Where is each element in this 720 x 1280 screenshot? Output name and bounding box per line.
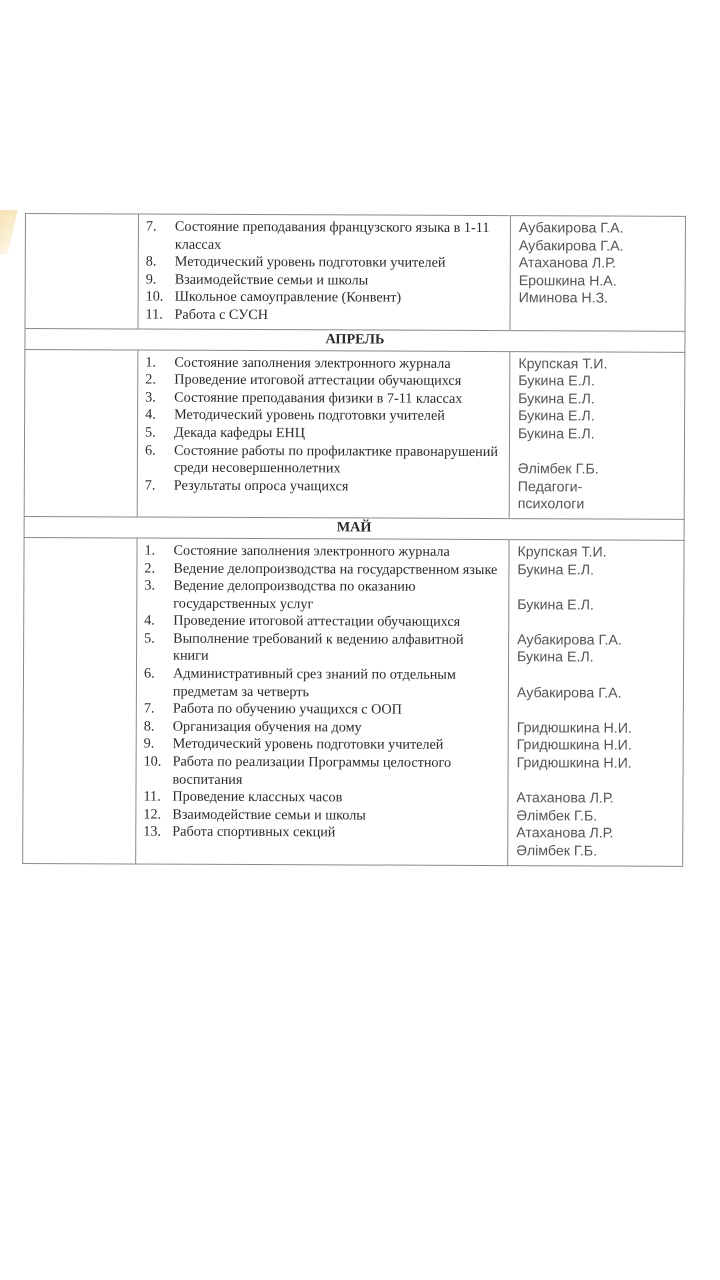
item-number: 8. (145, 253, 157, 270)
list-item (139, 218, 504, 255)
responsible-list (518, 356, 681, 515)
responsible-cell (510, 216, 685, 331)
list-item (136, 824, 501, 843)
responsible-name: Крупская Т.И. (517, 544, 607, 561)
document-page (22, 213, 685, 866)
item-text: Взаимодействие семьи и школы (174, 271, 369, 289)
list-item (137, 718, 502, 737)
spacer (517, 702, 679, 720)
item-number: 10. (145, 288, 164, 305)
month-header-row (24, 516, 684, 540)
item-number: 11. (145, 306, 163, 323)
item-text: Ведение делопроизводства на государственном языке (173, 560, 498, 578)
item-number: 2. (145, 371, 156, 388)
list-item (137, 736, 502, 755)
item-number: 9. (143, 735, 155, 753)
item-number: 4. (144, 612, 155, 629)
responsible-name: Атаханова Л.Р. (516, 825, 614, 842)
items-cell (136, 538, 509, 865)
list-item (136, 754, 501, 791)
empty-date-cell (23, 537, 137, 863)
list-item (137, 701, 502, 720)
responsible-cell (508, 540, 684, 866)
responsible-name: психологи (517, 496, 585, 513)
item-number: 1. (145, 354, 157, 371)
list-item (138, 424, 503, 443)
month-header-row (25, 328, 685, 352)
responsible-name: Букина Е.Л. (517, 596, 594, 614)
list-item (138, 372, 503, 391)
list-item (136, 806, 501, 825)
item-text: Школьное самоуправление (Конвент) (174, 289, 402, 307)
item-text: Методический уровень подготовки учителей (172, 736, 444, 754)
item-text: Состояние преподавания французского языка в 1-11 классах (174, 218, 490, 253)
item-text: Проведение итоговой аттестации обучающихся (173, 612, 461, 631)
items-list (139, 218, 504, 325)
responsible-name: Аубакирова Г.А. (518, 220, 624, 237)
item-text: Работа с СУСН (174, 306, 268, 324)
responsible-name: Әлімбек Г.Б. (517, 461, 599, 478)
empty-date-cell (24, 349, 138, 517)
responsible-name: Букина Е.Л. (518, 426, 595, 443)
item-text: Административный срез знаний по отдельным предметам за четверть (172, 665, 456, 700)
list-item (138, 407, 503, 426)
item-number: 3. (145, 389, 156, 406)
item-number: 6. (144, 442, 156, 459)
item-text: Работа спортивных секций (172, 824, 336, 841)
list-item (137, 542, 502, 561)
responsible-name: Букина Е.Л. (518, 373, 595, 390)
responsible-name: Аубакирова Г.А. (518, 237, 624, 255)
items-list (136, 542, 502, 843)
item-text: Ведение делопроизводства по оказанию государственных услуг (173, 577, 416, 612)
item-number: 12. (143, 806, 162, 823)
list-item (138, 354, 503, 373)
item-number: 2. (144, 560, 156, 577)
item-text: Работа по обучению учащихся с ООП (172, 700, 402, 718)
section-row (24, 349, 685, 519)
responsible-name: Крупская Т.И. (518, 355, 608, 373)
responsible-name: Гридюшкина Н.И. (516, 719, 632, 737)
item-text: Взаимодействие семьи и школы (172, 806, 366, 824)
items-list (138, 354, 504, 496)
item-number: 5. (144, 630, 155, 647)
list-item (138, 477, 503, 496)
responsible-cell (509, 351, 685, 519)
page-edge-shadow (0, 210, 18, 255)
responsible-name: Атаханова Л.Р. (518, 255, 616, 272)
list-item (139, 306, 504, 325)
list-item (137, 613, 502, 632)
item-number: 5. (145, 424, 156, 441)
spacer (517, 579, 679, 597)
spacer (516, 773, 678, 791)
responsible-name: Аубакирова Г.А. (516, 684, 622, 702)
spacer (517, 667, 679, 685)
item-number: 8. (143, 718, 155, 735)
list-item (137, 560, 502, 579)
item-text: Декада кафедры ЕНЦ (174, 424, 306, 442)
items-cell (138, 214, 510, 330)
list-item (139, 254, 504, 273)
responsible-name: Букина Е.Л. (518, 408, 595, 425)
control-plan-table (22, 213, 686, 866)
item-number: 7. (145, 218, 157, 235)
spacer (517, 614, 679, 632)
list-item (139, 289, 504, 308)
list-item (137, 666, 502, 703)
list-item (139, 271, 504, 290)
item-text: Работа по реализации Программы целостного воспитания (172, 753, 452, 788)
item-number: 11. (143, 788, 161, 805)
responsible-name: Ерошкина Н.А. (518, 272, 617, 290)
item-text: Результаты опроса учащихся (173, 477, 349, 495)
list-item (138, 442, 503, 479)
item-number: 9. (145, 271, 157, 288)
item-number: 3. (144, 577, 156, 594)
responsible-name: Гридюшкина Н.И. (516, 755, 632, 772)
responsible-name: Атаханова Л.Р. (516, 790, 614, 807)
responsible-name: Әлімбек Г.Б. (516, 843, 598, 860)
month-title: АПРЕЛЬ (25, 328, 685, 352)
responsible-name: Иминова Н.З. (518, 290, 609, 307)
item-number: 13. (143, 823, 162, 841)
section-row (23, 537, 684, 866)
items-cell (137, 350, 510, 519)
item-text: Методический уровень подготовки учителей (174, 253, 446, 272)
item-text: Проведение итоговой аттестации обучающихся (174, 371, 462, 390)
list-item (136, 789, 501, 808)
responsible-name: Букина Е.Л. (517, 561, 595, 578)
month-title: МАЙ (24, 516, 684, 540)
item-text: Методический уровень подготовки учителей (174, 406, 445, 425)
responsible-name: Әлімбек Г.Б. (516, 807, 598, 825)
item-text: Проведение классных часов (172, 788, 343, 806)
section-row (25, 214, 685, 331)
responsible-list (519, 220, 681, 309)
responsible-name: Педагоги- (517, 478, 583, 496)
responsible-name: Гридюшкина Н.И. (516, 737, 632, 755)
responsible-name: Букина Е.Л. (517, 649, 594, 666)
item-number: 4. (145, 406, 156, 423)
item-number: 10. (143, 753, 162, 770)
responsible-list (516, 544, 679, 861)
empty-date-cell (25, 214, 138, 329)
item-number: 6. (143, 665, 155, 682)
item-text: Состояние работы по профилактике правонарушений среди несовершеннолетних (173, 442, 499, 477)
item-text: Организация обучения на дому (172, 718, 362, 736)
list-item (137, 578, 502, 615)
item-text: Состояние преподавания физики в 7-11 классах (174, 389, 463, 407)
list-item (138, 389, 503, 408)
responsible-name: Букина Е.Л. (518, 390, 595, 408)
item-text: Выполнение требований к ведению алфавитной книги (173, 630, 464, 665)
item-number: 7. (143, 700, 155, 717)
item-number: 7. (144, 477, 156, 494)
item-text: Состояние заполнения электронного журнала (174, 354, 451, 372)
item-text: Состояние заполнения электронного журнала (173, 542, 450, 560)
spacer (518, 444, 680, 462)
responsible-name: Аубакирова Г.А. (517, 632, 622, 649)
item-number: 1. (144, 542, 156, 559)
list-item (137, 630, 502, 667)
